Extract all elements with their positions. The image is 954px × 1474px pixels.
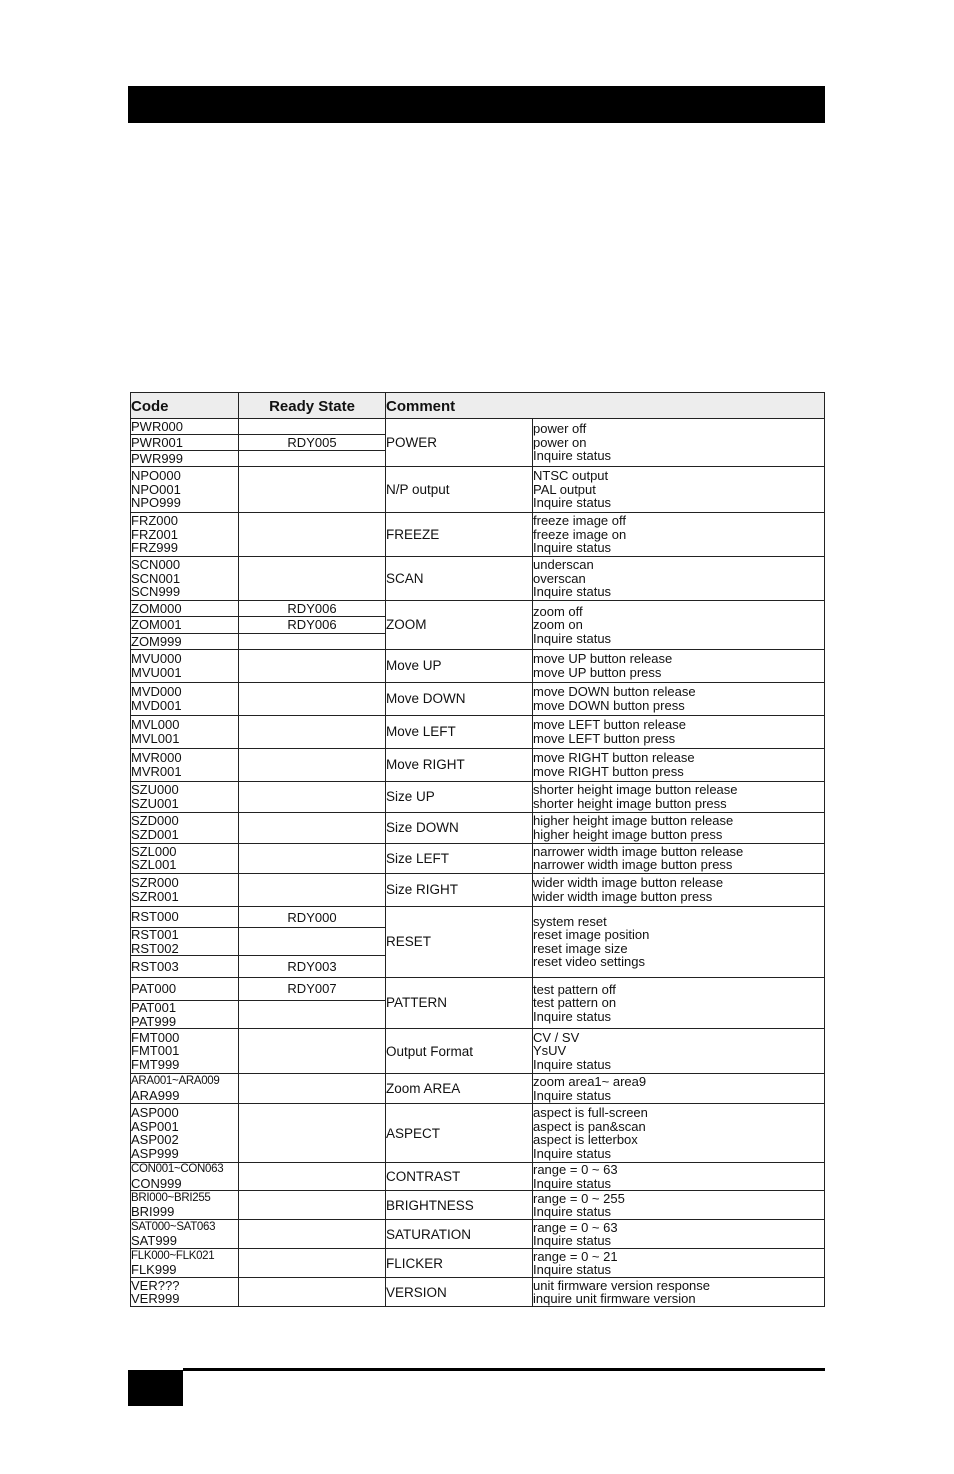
function-cell: Size LEFT xyxy=(386,843,533,873)
comment-text: Inquire status xyxy=(533,584,612,600)
code-text: SZD001 xyxy=(131,826,179,842)
ready-state-cell xyxy=(239,748,386,781)
table-row xyxy=(131,1191,825,1220)
function-cell: RESET xyxy=(386,906,533,977)
code-text: MVL001 xyxy=(131,730,180,746)
comment-text: Inquire status xyxy=(533,448,612,464)
function-cell: BRIGHTNESS xyxy=(386,1191,533,1220)
code-text: RST000 xyxy=(131,909,179,925)
table-row xyxy=(131,843,825,873)
function-cell: Size UP xyxy=(386,781,533,812)
code-cell xyxy=(131,873,239,906)
comment-cell xyxy=(533,419,825,467)
comment-text: Inquire status xyxy=(533,1204,612,1220)
comment-cell xyxy=(533,1249,825,1278)
ready-state-cell xyxy=(239,419,386,435)
comment-text: move DOWN button press xyxy=(533,697,685,713)
code-text: BRI999 xyxy=(131,1204,175,1220)
code-text: ZOM999 xyxy=(131,633,182,649)
code-cell xyxy=(131,1191,239,1220)
comment-text: Inquire status xyxy=(533,630,612,646)
comment-text: move UP button press xyxy=(533,664,662,680)
function-cell: Size DOWN xyxy=(386,812,533,843)
code-cell xyxy=(131,977,239,1001)
code-text: MVR000 xyxy=(131,750,182,766)
comment-text: PAL output xyxy=(533,481,596,497)
function-cell: Zoom AREA xyxy=(386,1074,533,1104)
comment-text: system reset xyxy=(533,913,607,929)
code-text: MVU001 xyxy=(131,664,182,680)
comment-text: power on xyxy=(533,434,587,450)
table-row xyxy=(131,682,825,715)
code-text: SCN001 xyxy=(131,570,181,586)
header-comment: Comment xyxy=(386,393,825,419)
comment-cell xyxy=(533,748,825,781)
ready-state-cell xyxy=(239,781,386,812)
ready-state-cell xyxy=(239,1104,386,1163)
code-text: RST001 xyxy=(131,927,179,943)
code-text: MVU000 xyxy=(131,651,182,667)
command-table-body xyxy=(131,419,825,1307)
comment-cell xyxy=(533,873,825,906)
comment-text: move UP button release xyxy=(533,651,673,667)
table-row xyxy=(131,715,825,748)
comment-text: Inquire status xyxy=(533,1145,612,1161)
table-row xyxy=(131,1074,825,1104)
table-row xyxy=(131,748,825,781)
code-cell xyxy=(131,451,239,467)
code-text: MVL000 xyxy=(131,717,180,733)
function-cell: ZOOM xyxy=(386,601,533,650)
ready-state-cell xyxy=(239,812,386,843)
ready-state-cell xyxy=(239,682,386,715)
comment-text: move DOWN button release xyxy=(533,684,696,700)
ready-state-cell xyxy=(239,467,386,513)
comment-text: freeze image off xyxy=(533,513,626,529)
comment-text: Inquire status xyxy=(533,1175,612,1191)
ready-state-cell: RDY000 xyxy=(239,906,386,927)
comment-cell xyxy=(533,906,825,977)
code-text: ARA999 xyxy=(131,1087,180,1103)
code-cell xyxy=(131,1074,239,1104)
code-text: VER??? xyxy=(131,1277,180,1293)
comment-text: Inquire status xyxy=(533,1087,612,1103)
table-row xyxy=(131,601,825,617)
code-text: FRZ999 xyxy=(131,540,178,556)
footer-rule xyxy=(183,1368,825,1371)
function-cell: CONTRAST xyxy=(386,1163,533,1191)
code-text: ZOM001 xyxy=(131,617,182,633)
comment-text: range = 0 ~ 255 xyxy=(533,1190,625,1206)
comment-text: range = 0 ~ 63 xyxy=(533,1219,618,1235)
comment-text: aspect is full-screen xyxy=(533,1105,648,1121)
code-text: ASP001 xyxy=(131,1118,179,1134)
code-text: SCN999 xyxy=(131,584,181,600)
code-text: SZU000 xyxy=(131,782,179,798)
comment-text: higher height image button press xyxy=(533,826,723,842)
comment-text: move LEFT button press xyxy=(533,730,676,746)
comment-text: aspect is pan&scan xyxy=(533,1118,646,1134)
comment-text: overscan xyxy=(533,570,586,586)
comment-cell xyxy=(533,812,825,843)
table-row xyxy=(131,1249,825,1278)
code-text: NPO999 xyxy=(131,495,181,511)
comment-cell xyxy=(533,1163,825,1191)
comment-text: reset image position xyxy=(533,927,650,943)
code-cell xyxy=(131,928,239,956)
comment-cell xyxy=(533,977,825,1029)
code-cell xyxy=(131,419,239,435)
function-cell: Move RIGHT xyxy=(386,748,533,781)
comment-text: test pattern off xyxy=(533,981,616,997)
ready-state-cell xyxy=(239,843,386,873)
ready-state-cell xyxy=(239,1220,386,1249)
comment-cell xyxy=(533,781,825,812)
function-cell: FREEZE xyxy=(386,513,533,557)
comment-text: range = 0 ~ 21 xyxy=(533,1248,618,1264)
comment-text: inquire unit firmware version xyxy=(533,1291,696,1307)
table-row xyxy=(131,1104,825,1163)
code-text: ASP999 xyxy=(131,1145,179,1161)
comment-text: narrower width image button release xyxy=(533,843,744,859)
comment-cell xyxy=(533,682,825,715)
code-text: FMT999 xyxy=(131,1056,180,1072)
function-cell: Move LEFT xyxy=(386,715,533,748)
code-text: RST003 xyxy=(131,958,179,974)
code-text: RST002 xyxy=(131,940,179,956)
comment-text: Inquire status xyxy=(533,495,612,511)
table-row xyxy=(131,1278,825,1307)
table-row xyxy=(131,649,825,682)
comment-cell xyxy=(533,843,825,873)
ready-state-cell xyxy=(239,1191,386,1220)
code-text: ARA001~ARA009 xyxy=(131,1075,220,1088)
ready-state-cell xyxy=(239,1278,386,1307)
code-text: PAT001 xyxy=(131,1000,177,1016)
comment-cell xyxy=(533,1104,825,1163)
function-cell: N/P output xyxy=(386,467,533,513)
comment-cell xyxy=(533,1074,825,1104)
code-text: SZD000 xyxy=(131,813,179,829)
table-row xyxy=(131,977,825,1001)
code-cell xyxy=(131,906,239,927)
code-text: FRZ000 xyxy=(131,513,178,529)
code-text: VER999 xyxy=(131,1291,180,1307)
code-text: FRZ001 xyxy=(131,526,178,542)
code-text: PAT000 xyxy=(131,981,177,997)
comment-cell xyxy=(533,1029,825,1074)
table-row xyxy=(131,781,825,812)
ready-state-cell: RDY006 xyxy=(239,617,386,633)
function-cell: Output Format xyxy=(386,1029,533,1074)
ready-state-cell xyxy=(239,633,386,649)
function-cell: POWER xyxy=(386,419,533,467)
code-text: FLK000~FLK021 xyxy=(131,1249,215,1262)
comment-text: reset video settings xyxy=(533,954,646,970)
ready-state-cell xyxy=(239,451,386,467)
code-text: SZR001 xyxy=(131,888,179,904)
code-text: SAT999 xyxy=(131,1233,178,1249)
code-cell xyxy=(131,956,239,977)
code-text: CON001~CON063 xyxy=(131,1163,224,1176)
ready-state-cell xyxy=(239,649,386,682)
code-cell xyxy=(131,633,239,649)
ready-state-cell xyxy=(239,1163,386,1191)
code-cell xyxy=(131,557,239,601)
code-text: ASP000 xyxy=(131,1105,179,1121)
header-ready-state: Ready State xyxy=(239,393,386,419)
code-text: MVD001 xyxy=(131,697,182,713)
ready-state-cell xyxy=(239,1249,386,1278)
code-cell xyxy=(131,1249,239,1278)
table-row xyxy=(131,419,825,435)
ready-state-cell xyxy=(239,1001,386,1029)
code-text: MVD000 xyxy=(131,684,182,700)
code-cell xyxy=(131,715,239,748)
code-text: MVR001 xyxy=(131,763,182,779)
table-row xyxy=(131,557,825,601)
comment-cell xyxy=(533,715,825,748)
table-row xyxy=(131,513,825,557)
code-text: FMT000 xyxy=(131,1029,180,1045)
ready-state-cell xyxy=(239,557,386,601)
comment-cell xyxy=(533,513,825,557)
code-text: ZOM000 xyxy=(131,600,182,616)
code-cell xyxy=(131,1163,239,1191)
code-cell xyxy=(131,1104,239,1163)
comment-cell xyxy=(533,467,825,513)
ready-state-cell: RDY007 xyxy=(239,977,386,1001)
code-cell xyxy=(131,435,239,451)
comment-cell xyxy=(533,1220,825,1249)
comment-text: move RIGHT button release xyxy=(533,750,695,766)
ready-state-cell xyxy=(239,928,386,956)
comment-text: move RIGHT button press xyxy=(533,763,684,779)
code-cell xyxy=(131,617,239,633)
ready-state-cell xyxy=(239,715,386,748)
code-text: NPO000 xyxy=(131,468,181,484)
function-cell: Move UP xyxy=(386,649,533,682)
code-text: PWR000 xyxy=(131,418,184,434)
comment-text: reset image size xyxy=(533,940,628,956)
comment-cell xyxy=(533,1278,825,1307)
comment-text: higher height image button release xyxy=(533,813,734,829)
code-text: SZR000 xyxy=(131,875,179,891)
code-text: FMT001 xyxy=(131,1043,180,1059)
comment-text: Inquire status xyxy=(533,1056,612,1072)
code-text: BRI000~BRI255 xyxy=(131,1191,211,1204)
code-text: PAT999 xyxy=(131,1013,177,1029)
comment-text: shorter height image button press xyxy=(533,795,727,811)
code-cell xyxy=(131,1278,239,1307)
ready-state-cell xyxy=(239,873,386,906)
code-cell xyxy=(131,1220,239,1249)
table-row xyxy=(131,873,825,906)
table-row xyxy=(131,906,825,927)
comment-text: underscan xyxy=(533,557,594,573)
ready-state-cell xyxy=(239,513,386,557)
ready-state-cell: RDY006 xyxy=(239,601,386,617)
code-text: ASP002 xyxy=(131,1132,179,1148)
function-cell: FLICKER xyxy=(386,1249,533,1278)
code-text: SCN000 xyxy=(131,557,181,573)
comment-text: move LEFT button release xyxy=(533,717,686,733)
comment-cell xyxy=(533,649,825,682)
code-cell xyxy=(131,781,239,812)
function-cell: Move DOWN xyxy=(386,682,533,715)
comment-text: zoom off xyxy=(533,603,583,619)
table-row xyxy=(131,1163,825,1191)
code-text: SZU001 xyxy=(131,795,179,811)
ready-state-cell xyxy=(239,1074,386,1104)
code-cell xyxy=(131,748,239,781)
code-text: CON999 xyxy=(131,1175,182,1191)
comment-text: power off xyxy=(533,421,587,437)
code-cell xyxy=(131,649,239,682)
code-text: PWR999 xyxy=(131,450,184,466)
comment-text: CV / SV xyxy=(533,1029,580,1045)
comment-text: zoom area1~ area9 xyxy=(533,1074,647,1090)
code-cell xyxy=(131,843,239,873)
ready-state-cell xyxy=(239,1029,386,1074)
code-cell xyxy=(131,1029,239,1074)
table-row xyxy=(131,1220,825,1249)
function-cell: SCAN xyxy=(386,557,533,601)
code-text: PWR001 xyxy=(131,434,184,450)
comment-text: range = 0 ~ 63 xyxy=(533,1162,618,1178)
function-cell: PATTERN xyxy=(386,977,533,1029)
code-text: FLK999 xyxy=(131,1262,177,1278)
page-number-box xyxy=(128,1370,183,1406)
code-text: SAT000~SAT063 xyxy=(131,1220,216,1233)
code-cell xyxy=(131,812,239,843)
comment-cell xyxy=(533,1191,825,1220)
header-code: Code xyxy=(131,393,239,419)
comment-text: narrower width image button press xyxy=(533,857,733,873)
comment-text: wider width image button release xyxy=(533,875,724,891)
ready-state-cell: RDY003 xyxy=(239,956,386,977)
code-cell xyxy=(131,467,239,513)
comment-cell xyxy=(533,557,825,601)
comment-text: NTSC output xyxy=(533,468,609,484)
table-row xyxy=(131,1029,825,1074)
comment-text: Inquire status xyxy=(533,1008,612,1024)
code-cell xyxy=(131,513,239,557)
code-cell xyxy=(131,601,239,617)
function-cell: Size RIGHT xyxy=(386,873,533,906)
function-cell: VERSION xyxy=(386,1278,533,1307)
comment-text: test pattern on xyxy=(533,995,617,1011)
code-text: SZL000 xyxy=(131,843,177,859)
code-cell xyxy=(131,1001,239,1029)
code-text: NPO001 xyxy=(131,481,181,497)
table-row xyxy=(131,467,825,513)
table-row xyxy=(131,812,825,843)
comment-text: shorter height image button release xyxy=(533,782,738,798)
comment-text: freeze image on xyxy=(533,526,627,542)
comment-text: aspect is letterbox xyxy=(533,1132,638,1148)
comment-text: Inquire status xyxy=(533,1262,612,1278)
comment-text: wider width image button press xyxy=(533,888,713,904)
function-cell: ASPECT xyxy=(386,1104,533,1163)
command-table xyxy=(130,392,825,1307)
table-header-row xyxy=(131,393,825,419)
comment-text: Inquire status xyxy=(533,540,612,556)
header-bar xyxy=(128,86,825,123)
ready-state-cell: RDY005 xyxy=(239,435,386,451)
comment-text: YsUV xyxy=(533,1043,567,1059)
function-cell: SATURATION xyxy=(386,1220,533,1249)
code-cell xyxy=(131,682,239,715)
comment-text: unit firmware version response xyxy=(533,1277,711,1293)
comment-text: Inquire status xyxy=(533,1233,612,1249)
comment-cell xyxy=(533,601,825,650)
code-text: SZL001 xyxy=(131,857,177,873)
comment-text: zoom on xyxy=(533,617,583,633)
